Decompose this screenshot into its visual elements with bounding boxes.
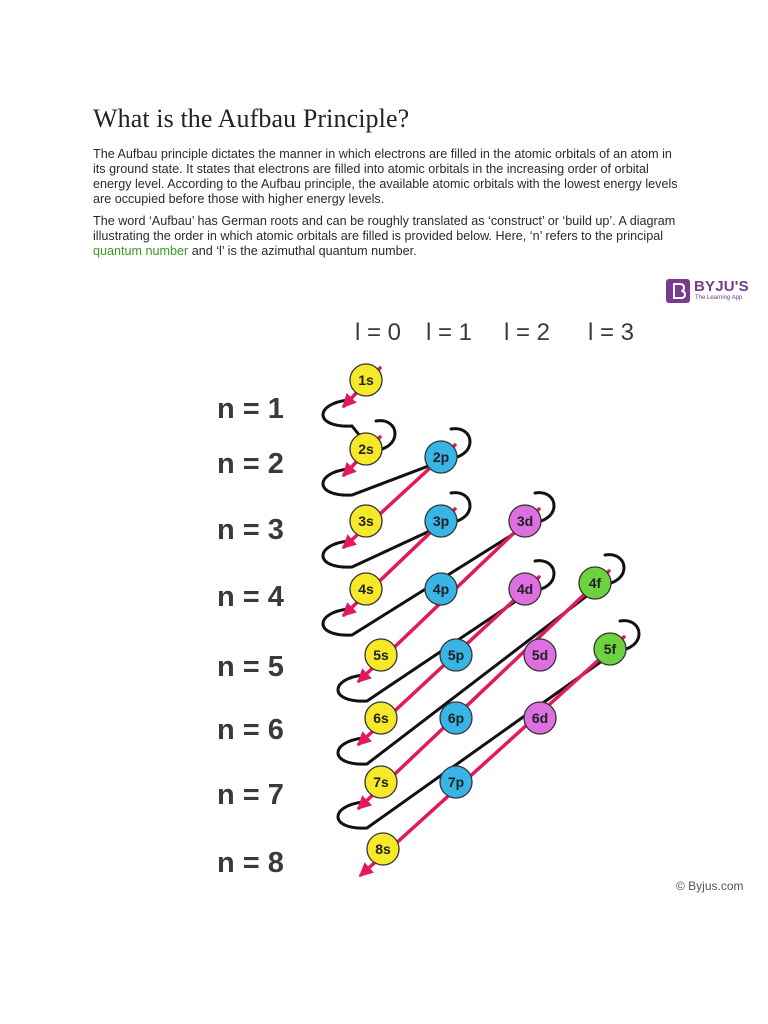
- filling-arrow: [361, 637, 624, 875]
- orbital-6p: [440, 702, 472, 734]
- orbital-label: 6d: [531, 710, 549, 726]
- orbital-label: 2p: [432, 449, 450, 465]
- orbital-label: 4s: [358, 581, 374, 597]
- copyright-text: © Byjus.com: [676, 879, 744, 893]
- orbital-4p: [425, 573, 457, 605]
- n-label: n = 7: [217, 779, 284, 811]
- orbital-6s: [365, 702, 397, 734]
- orbital-label: 6s: [373, 710, 389, 726]
- orbital-3p: [425, 505, 457, 537]
- orbital-3s: [350, 505, 382, 537]
- orbital-label: 5d: [531, 647, 549, 663]
- orbital-1s: [350, 364, 382, 396]
- orbital-label: 7p: [447, 774, 465, 790]
- orbital-label: 4f: [588, 575, 602, 591]
- orbital-label: 6p: [447, 710, 465, 726]
- intro-paragraph: The Aufbau principle dictates the manner in which electrons are filled in the atomic orbitals of an atom in its ground state. It states that electrons are filled into atomic orbitals in the increasing order of orbital energy level. According to the Aufbau principle, the available atomic orbitals with the lowest energy levels are occupied before those with higher energy levels.: [93, 147, 678, 206]
- orbital-5s: [365, 639, 397, 671]
- n-label: n = 5: [217, 651, 284, 683]
- orbital-4d: [509, 573, 541, 605]
- orbital-label: 4p: [432, 581, 450, 597]
- n-label: n = 8: [217, 847, 284, 879]
- n-label: n = 3: [217, 514, 284, 546]
- n-label: n = 4: [217, 581, 284, 613]
- orbital-label: 3d: [516, 513, 534, 529]
- orbital-label: 5p: [447, 647, 465, 663]
- byjus-logo-tagline: The Learning App: [695, 295, 743, 301]
- orbital-7s: [365, 766, 397, 798]
- orbital-4f: [579, 567, 611, 599]
- orbital-label: 7s: [373, 774, 389, 790]
- explanation-text-end: and ‘l’ is the azimuthal quantum number.: [188, 244, 417, 258]
- orbital-5f: [594, 633, 626, 665]
- orbital-6d: [524, 702, 556, 734]
- orbital-label: 3p: [432, 513, 450, 529]
- orbital-5d: [524, 639, 556, 671]
- orbital-label: 3s: [358, 513, 374, 529]
- page-title: What is the Aufbau Principle?: [93, 104, 410, 133]
- n-label: n = 6: [217, 714, 284, 746]
- byjus-logo-text: BYJU'S: [694, 278, 749, 295]
- l-label: l = 1: [425, 319, 473, 346]
- orbital-label: 1s: [358, 372, 374, 388]
- orbital-4s: [350, 573, 382, 605]
- orbital-label: 8s: [375, 841, 391, 857]
- orbital-label: 4d: [516, 581, 534, 597]
- orbital-label: 5f: [603, 641, 617, 657]
- orbital-2s: [350, 433, 382, 465]
- orbital-8s: [367, 833, 399, 865]
- orbital-7p: [440, 766, 472, 798]
- l-label: l = 0: [354, 319, 402, 346]
- explanation-text: The word ‘Aufbau’ has German roots and can be roughly translated as ‘construct’ or ‘build up’. A diagram illustrating the order in which atomic orbitals are filled is provided below. Here, ‘n’ refers to the principal: [93, 214, 676, 243]
- l-label: l = 3: [587, 319, 635, 346]
- n-label: n = 2: [217, 448, 284, 480]
- n-label: n = 1: [217, 393, 284, 425]
- orbital-label: 5s: [373, 647, 389, 663]
- l-label: l = 2: [503, 319, 551, 346]
- orbital-3d: [509, 505, 541, 537]
- orbital-5p: [440, 639, 472, 671]
- orbital-label: 2s: [358, 441, 374, 457]
- orbital-2p: [425, 441, 457, 473]
- quantum-number-link[interactable]: quantum number: [93, 244, 189, 258]
